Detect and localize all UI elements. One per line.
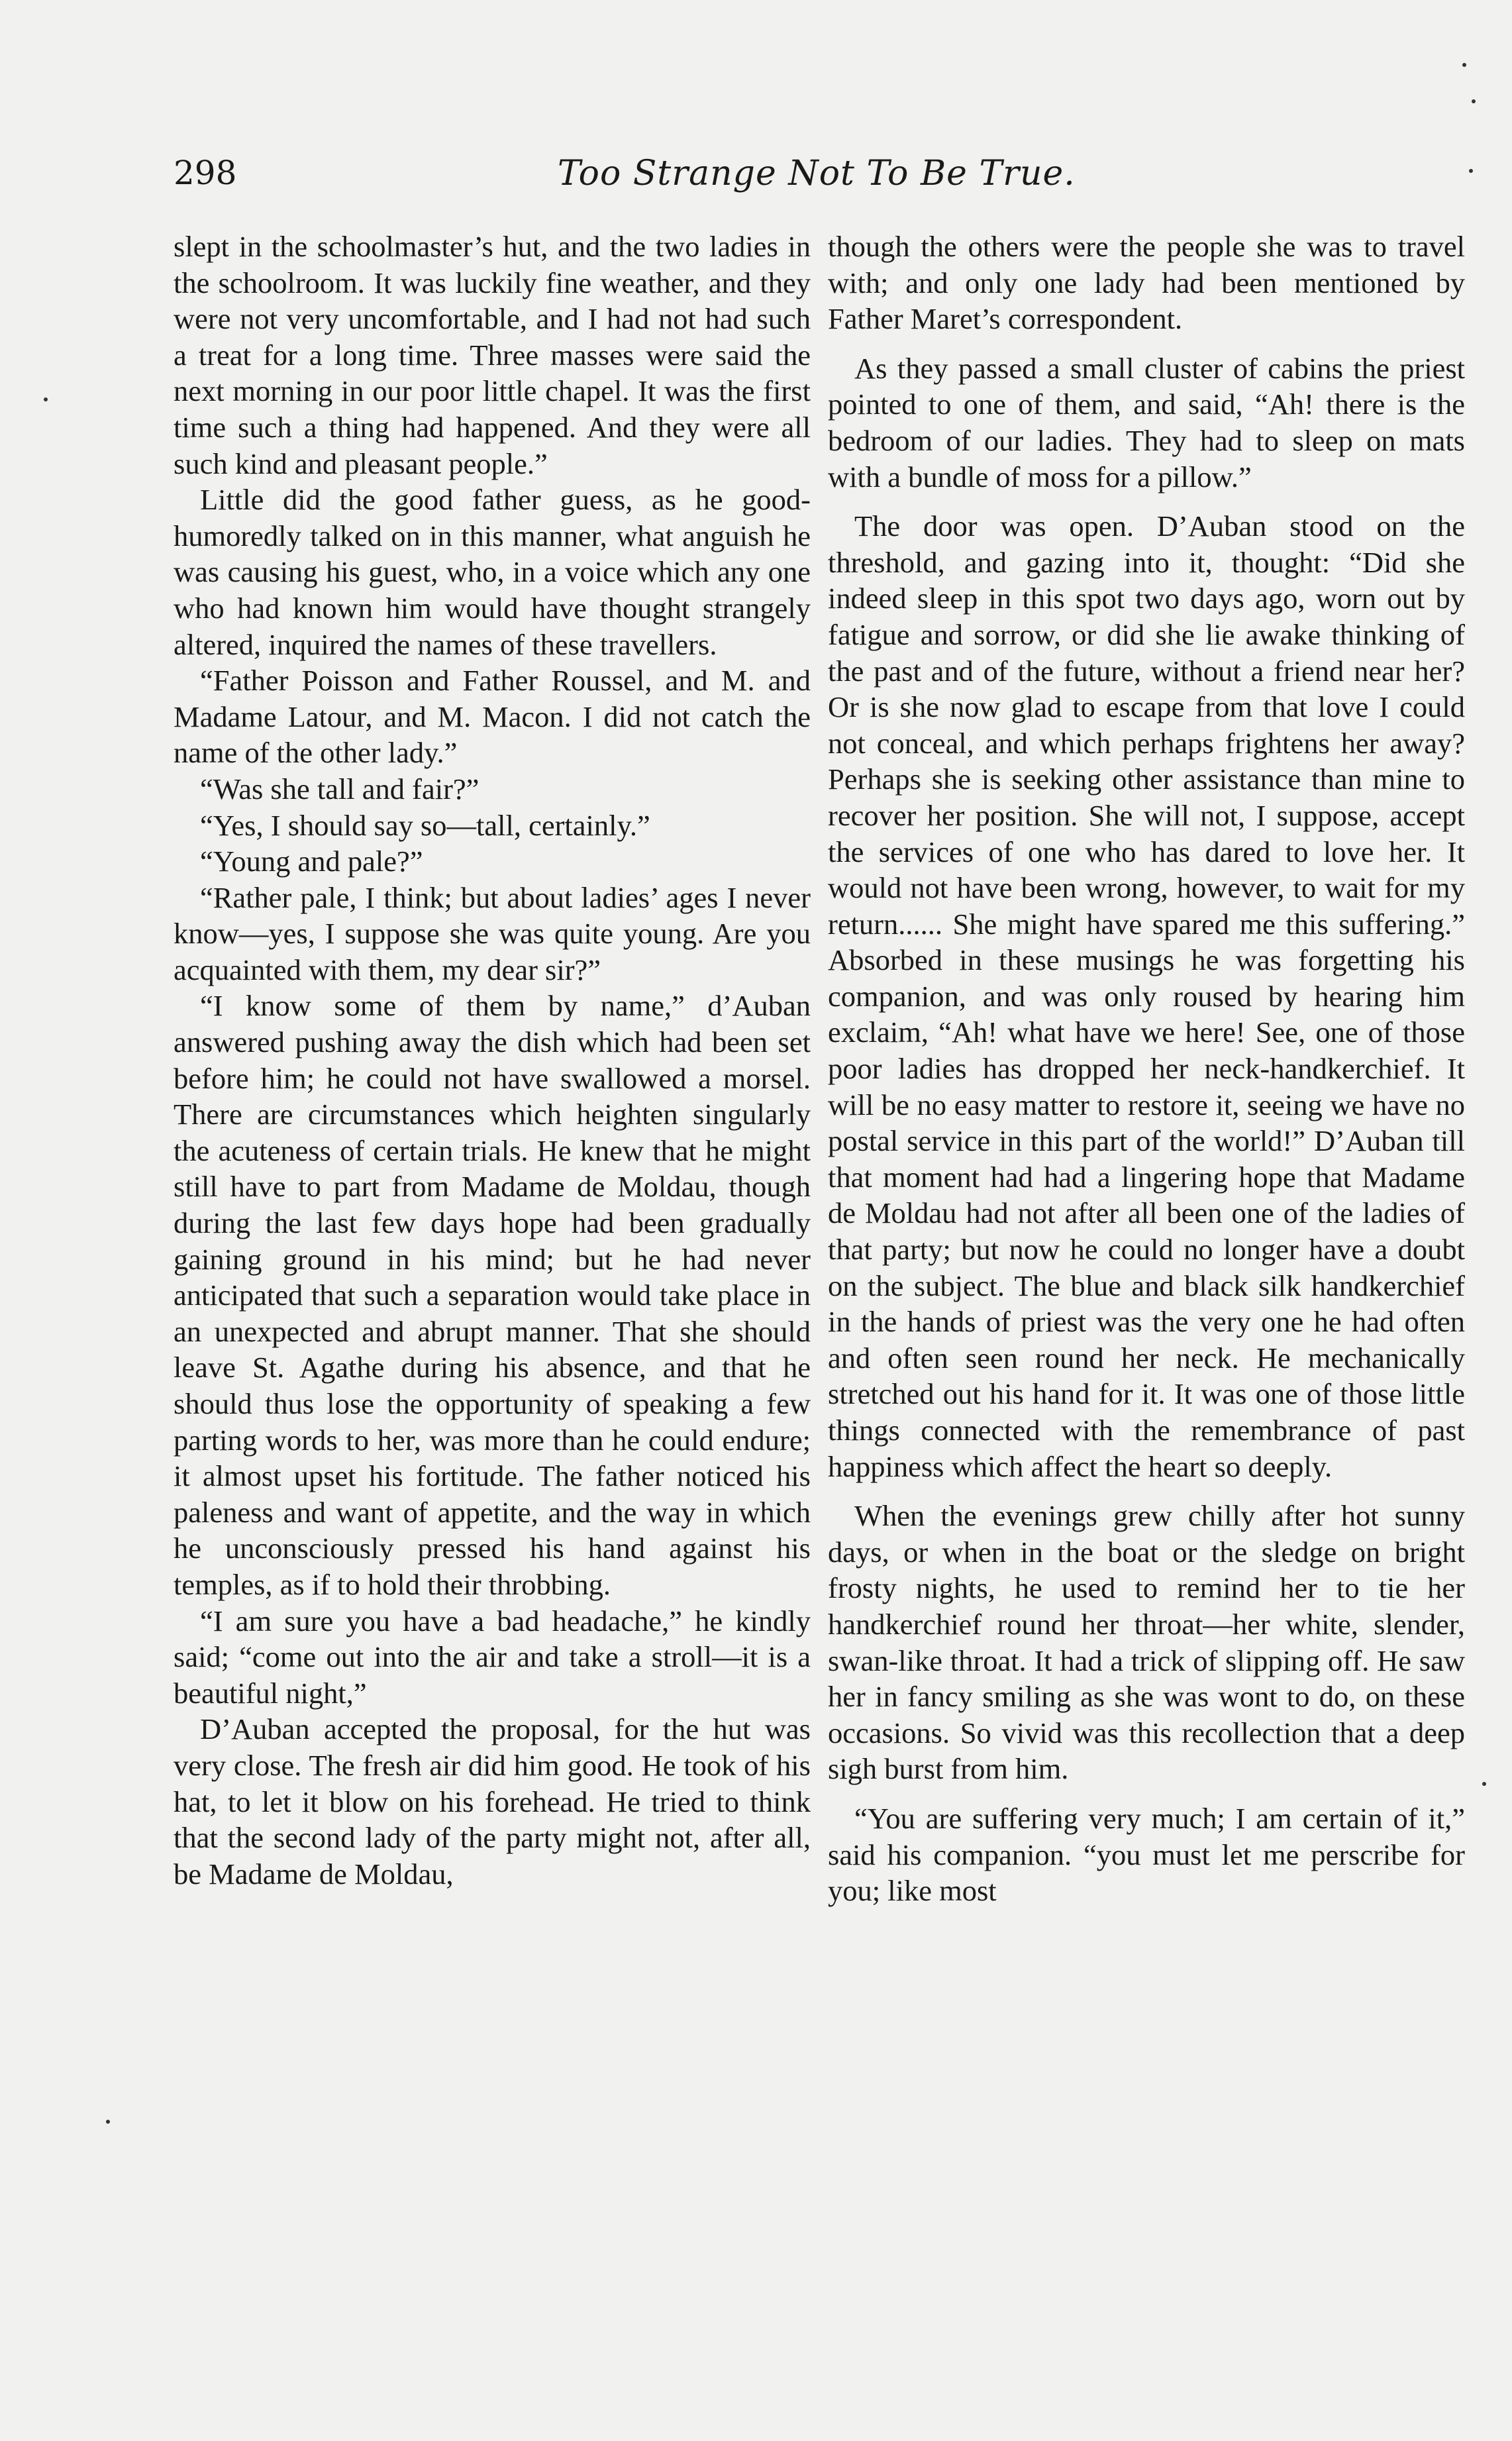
print-speck [1482,1782,1486,1786]
right-column [828,229,1465,1909]
paragraph: The door was open. D’Auban stood on the threshold, and gazing into it, thought: “Did she indeed sleep in this spot two days ago, worn out by fatigue and sorrow, or did she lie awake thinking of the past and of the future, without a friend near her? Or is she now glad to escape from that love I could not conceal, and which perhaps frightens her away? Perhaps she is seeking other assistance than mine to recover her position. She will not, I suppose, accept the services of one who has dared to love her. It would not have been wrong, however, to wait for my return...... She might have spared me this suffering.” Absorbed in these musings he was forgetting his companion, and was only roused by hearing him exclaim, “Ah! what have we here! See, one of those poor ladies has dropped her neck-handkerchief. It will be no easy matter to restore it, seeing we have no postal service in this part of the world!” D’Auban till that moment had had a lingering hope that Madame de Moldau had not after all been one of the ladies of that party; but now he could no longer have a doubt on the subject. The blue and black silk handkerchief in the hands of priest was the very one he had often and often seen round her neck. He mechanically stretched out his hand for it. It was one of those little things connected with the remembrance of past happiness which affect the heart so deeply. [828,509,1465,1483]
paragraph: “I am sure you have a bad headache,” he kindly said; “come out into the air and take a stroll—it is a beautiful night,” [174,1604,811,1710]
left-column [174,229,811,1892]
paragraph: As they passed a small cluster of cabins the priest pointed to one of them, and said, “Ah! there is the bedroom of our ladies. They had to sleep on mats with a bundle of moss for a pillow.” [828,351,1465,493]
print-speck [44,397,48,401]
paragraph: slept in the schoolmaster’s hut, and the two ladies in the schoolroom. It was luckily fine weather, and they were not very uncomfortable, and I had not had such a treat for a long time. Three masses were said the next morning in our poor little chapel. It was the first time such a thing had happened. And they were all such kind and pleasant people.” [174,230,811,480]
paragraph: “You are suffering very much; I am certain of it,” said his companion. “you must let me perscribe for you; like most [828,1801,1465,1908]
print-speck [1462,63,1466,67]
paragraph: “Young and pale?” [200,845,423,878]
page-number: 298 [174,154,237,192]
paragraph: though the others were the people she was to travel with; and only one lady had been mentioned by Father Maret’s correspondent. [828,230,1465,336]
paragraph: “Father Poisson and Father Roussel, and M. and Madame Latour, and M. Macon. I did not catch the name of the other lady.” [174,664,811,770]
running-title: Too Strange Not To Be True. [558,154,1076,193]
print-speck [106,2120,110,2124]
paragraph: D’Auban accepted the proposal, for the hut was very close. The fresh air did him good. He took of his hat, to let it blow on his forehead. He tried to think that the second lady of the party might not, after all, be Madame de Moldau, [174,1712,811,1891]
paragraph: “Rather pale, I think; but about ladies’ ages I never know—yes, I suppose she was quite young. Are you acquainted with them, my dear sir?” [174,880,811,986]
print-speck [1472,99,1476,103]
paragraph: Little did the good father guess, as he good-humoredly talked on in this manner, what anguish he was causing his guest, who, in a voice which any one who had known him would have thought strangely altered, inquired the names of these travellers. [174,483,811,661]
paragraph: When the evenings grew chilly after hot sunny days, or when in the boat or the sledge on bright frosty nights, he used to remind her to tie her handkerchief round her throat—her white, slender, swan-like throat. It had a trick of slipping off. He saw her in fancy smiling as she was wont to do, on these occasions. So vivid was this recollection that a deep sigh burst from him. [828,1499,1465,1786]
paragraph: “I know some of them by name,” d’Auban answered pushing away the dish which had been set before him; he could not have swallowed a morsel. There are circumstances which heighten singularly the acuteness of certain trials. He knew that he might still have to part from Madame de Moldau, though during the last few days hope had been gradually gaining ground in his mind; but he had never anticipated that such a separation would take place in an unexpected and abrupt manner. That she should leave St. Agathe during his absence, and that he should thus lose the opportunity of speaking a few parting words to her, was more than he could endure; it almost upset his fortitude. The father noticed his paleness and want of appetite, and the way in which he unconsciously pressed his hand against his temples, as if to hold their throbbing. [174,989,811,1601]
paragraph: “Was she tall and fair?” [200,772,479,805]
paragraph: “Yes, I should say so—tall, certainly.” [200,808,650,842]
print-speck [1469,169,1473,173]
running-head [174,154,1472,200]
